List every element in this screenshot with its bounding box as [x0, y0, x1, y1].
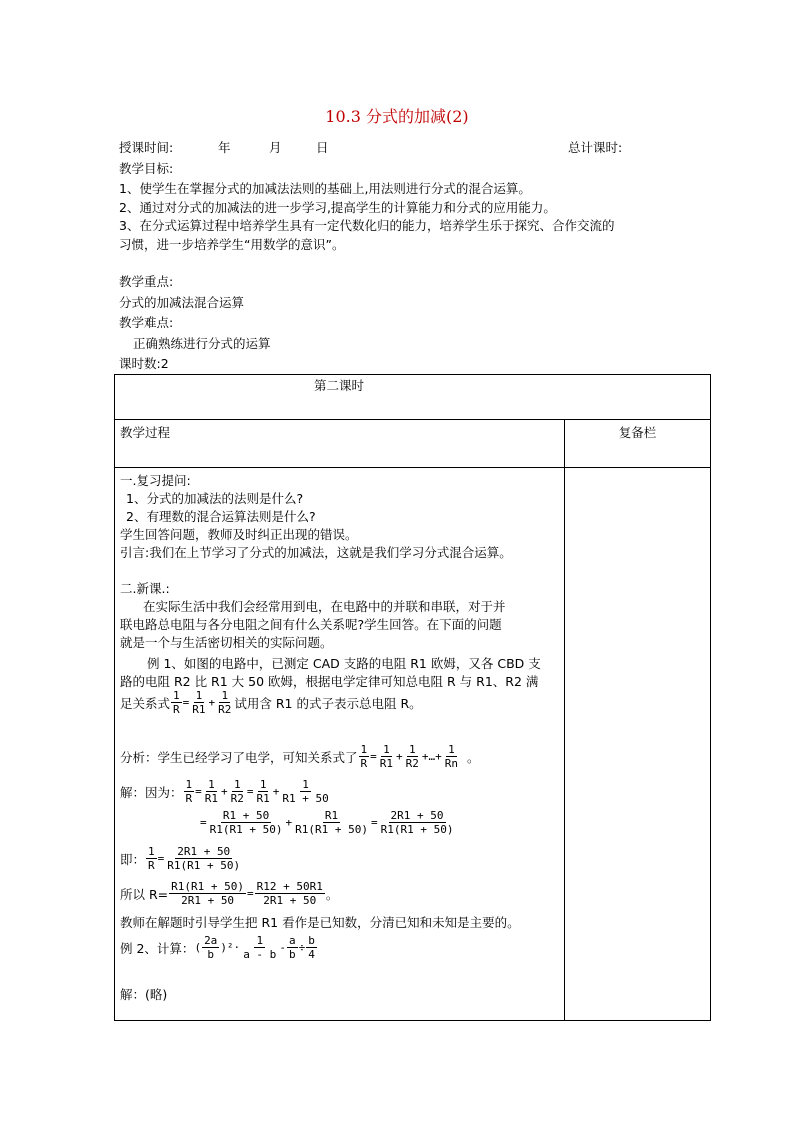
so-line: 即： $\frac{1}{R}$ = $\frac{2R1 + 50}{R1(R1 + 50)}$	[120, 845, 241, 872]
session-title: 第二课时	[313, 378, 364, 393]
process-header: 教学过程	[120, 425, 171, 440]
table-divider	[114, 467, 711, 468]
day-label: 日	[316, 140, 329, 155]
year-label: 年	[218, 140, 231, 155]
table-column-divider	[564, 419, 565, 1021]
therefore-line: 所以 R= $\frac{R1(R1 + 50)}{2R1 + 50}$ = $\frac{R12 + 50R1}{2R1 + 50}$ 。	[120, 880, 339, 907]
fraction: $\frac{1}{R2}$	[218, 689, 232, 716]
goal-item: 1、使学生在掌握分式的加减法法则的基础上,用法则进行分式的混合运算。	[119, 181, 531, 196]
fraction: $\frac{1}{R1}$	[204, 778, 219, 805]
paragraph-line: 就是一个与生活密切相关的实际问题。	[120, 635, 333, 650]
class-time-label: 授课时间:	[119, 140, 174, 155]
fraction: $\frac{1}{R2}$	[405, 743, 419, 770]
fraction: $\frac{a}{b}$	[288, 934, 296, 961]
paragraph-line: 联电路总电阻与各分电阻之间有什么关系呢?学生回答。在下面的问题	[120, 617, 502, 632]
fraction: $\frac{1}{R1}$	[192, 689, 206, 716]
review-question: 1、分式的加减法的法则是什么?	[126, 491, 304, 506]
paragraph-line: 在实际生活中我们会经常用到电，在电路中的并联和串联，对于并	[143, 599, 506, 614]
example1-line: 例 1、如图的电路中，已测定 CAD 支路的电阻 R1 欧姆，又各 CBD 支	[147, 656, 541, 671]
key-point-text: 分式的加减法混合运算	[119, 295, 245, 310]
fraction: $\frac{2R1 + 50}{R1(R1 + 50)}$	[380, 809, 454, 836]
key-point-heading: 教学重点:	[119, 274, 174, 289]
fraction: $\frac{2a}{b}$	[204, 934, 218, 961]
relation-prefix: 足关系式	[120, 695, 171, 711]
month-label: 月	[269, 140, 282, 155]
fraction: $\frac{2R1 + 50}{R1(R1 + 50)}$	[167, 845, 241, 872]
intro-text: 引言:我们在上节学习了分式的加减法，这就是我们学习分式混合运算。	[120, 545, 512, 560]
fraction: $\frac{1}{R}$	[185, 778, 193, 805]
fraction: $\frac{R1(R1 + 50)}{2R1 + 50}$	[171, 880, 244, 907]
total-hours-label: 总计课时:	[568, 140, 623, 155]
fraction: $\frac{1}{a - b}$	[243, 934, 277, 961]
review-heading: 一.复习提问:	[120, 473, 191, 488]
page-title: 10.3 分式的加减(2)	[325, 107, 469, 126]
solution-line: 解：因为： $\frac{1}{R}$ = $\frac{1}{R1}$ + $\frac{1}{R2}$ = $\frac{1}{R1}$ + $\frac{1}{R1 + 50}$	[120, 778, 329, 805]
analysis-line: 分析：学生已经学习了电学，可知关系式了 $\frac{1}{R}$ = $\frac{1}{R1}$ + $\frac{1}{R2}$ +…+ $\frac{1}{Rn}$ 。	[120, 743, 480, 770]
goal-item: 2、通过对分式的加减法的进一步学习,提高学生的计算能力和分式的应用能力。	[119, 200, 556, 215]
fraction: $\frac{1}{R1}$	[379, 743, 394, 770]
hours-label: 课时数:2	[119, 356, 169, 371]
goal-item: 习惯，进一步培养学生“用数学的意识”。	[119, 237, 345, 252]
fraction: $\frac{1}{R2}$	[230, 778, 244, 805]
fraction: $\frac{1}{R}$	[173, 689, 180, 716]
table-divider	[114, 419, 711, 420]
review-answer: 学生回答问题，教师及时纠正出现的错误。	[120, 527, 358, 542]
fraction: $\frac{b}{4}$	[308, 934, 315, 961]
solution2: 解：(略)	[120, 987, 168, 1002]
fraction: $\frac{1}{R1}$	[256, 778, 270, 805]
difficulty-heading: 教学难点:	[119, 315, 174, 330]
fraction: $\frac{1}{Rn}$	[444, 743, 459, 770]
fraction: $\frac{1}{R}$	[360, 743, 368, 770]
fraction: $\frac{1}{R}$	[148, 845, 155, 872]
difficulty-text: 正确熟练进行分式的运算	[133, 336, 271, 351]
teacher-note: 教师在解题时引导学生把 R1 看作是已知数，分清已知和未知是主要的。	[120, 915, 520, 930]
new-lesson-heading: 二.新课.:	[120, 581, 170, 596]
fraction: $\frac{R1 + 50}{R1(R1 + 50)}$	[209, 809, 283, 836]
fraction: $\frac{R1}{R1(R1 + 50)}$	[295, 809, 368, 836]
solution-line: = $\frac{R1 + 50}{R1(R1 + 50)}$ + $\frac{R1}{R1(R1 + 50)}$ = $\frac{2R1 + 50}{R1(R1 + 50)}$	[200, 809, 454, 836]
example1-relation-line: 足关系式 $\frac{1}{R}$ = $\frac{1}{R1}$ + $\frac{1}{R2}$ 试用含 R1 的式子表示总电阻 R。	[120, 689, 422, 716]
goals-heading: 教学目标:	[119, 161, 174, 176]
relation-suffix: 试用含 R1 的式子表示总电阻 R。	[234, 695, 422, 711]
fraction: $\frac{1}{R1 + 50}$	[282, 778, 329, 805]
notes-header: 复备栏	[618, 425, 657, 440]
goal-item: 3、在分式运算过程中培养学生具有一定代数化归的能力，培养学生乐于探究、合作交流的	[119, 218, 615, 233]
example1-line: 路的电阻 R2 比 R1 大 50 欧姆，根据电学定律可知总电阻 R 与 R1、R2 满	[120, 674, 539, 689]
fraction: $\frac{R12 + 50R1}{2R1 + 50}$	[256, 880, 323, 907]
review-question: 2、有理数的混合运算法则是什么?	[126, 509, 316, 524]
example2-line: 例 2、计算： ( $\frac{2a}{b}$ )²· $\frac{1}{a - b}$ - $\frac{a}{b}$ ÷ $\frac{b}{4}$	[120, 934, 315, 961]
